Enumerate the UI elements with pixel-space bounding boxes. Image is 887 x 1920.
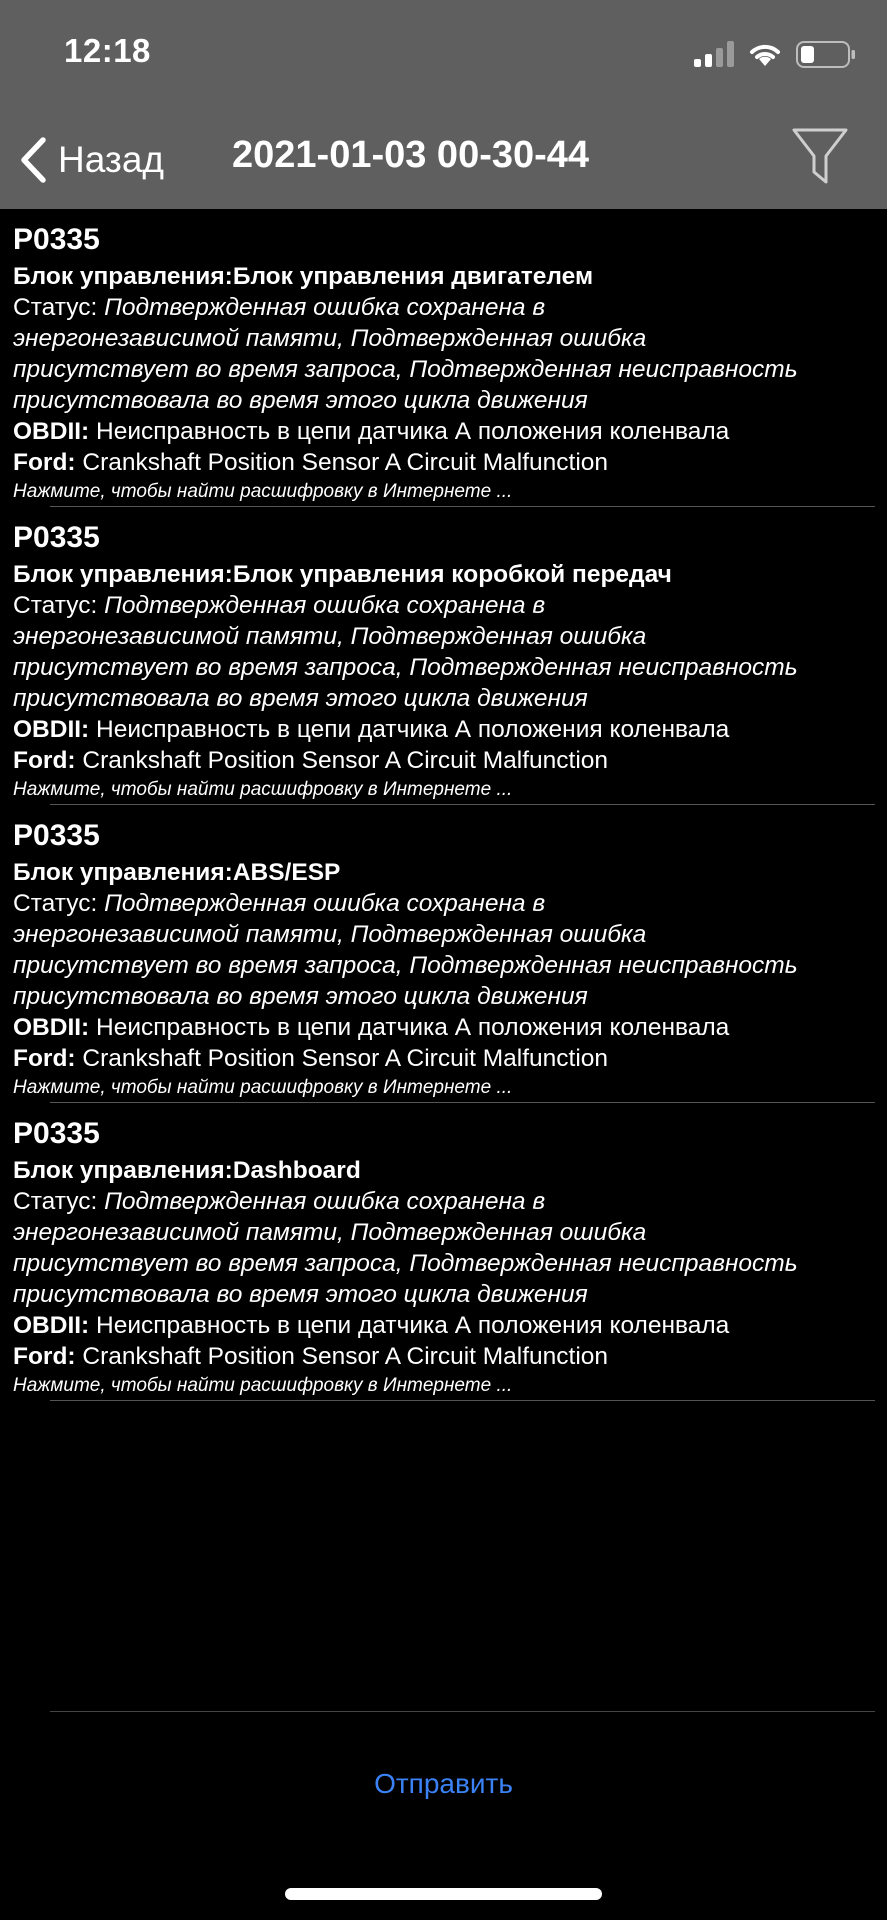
- module-line: Блок управления:Блок управления двигателем: [13, 263, 594, 290]
- back-label: Назад: [58, 139, 165, 180]
- obd-line: OBDII: Неисправность в цепи датчика А положения коленвала: [13, 1312, 730, 1339]
- back-chevron-icon: [18, 136, 48, 184]
- dtc-code: P0335: [13, 819, 100, 852]
- ford-line: Ford: Crankshaft Position Sensor A Circuit Malfunction: [13, 1045, 609, 1072]
- footer-divider: [50, 1711, 875, 1712]
- module-name: ABS/ESP: [232, 859, 341, 886]
- module-line: Блок управления:Dashboard: [13, 1157, 361, 1184]
- search-hint[interactable]: Нажмите, чтобы найти расшифровку в Интернете ...: [13, 481, 513, 502]
- status-line: Статус: Подтвержденная ошибка сохранена в: [13, 294, 546, 321]
- wifi-icon: [748, 38, 782, 68]
- module-name: Dashboard: [232, 1157, 361, 1184]
- battery-icon: [796, 41, 856, 68]
- ford-line: Ford: Crankshaft Position Sensor A Circuit Malfunction: [13, 747, 609, 774]
- list-item[interactable]: P0335 Блок управления:ABS/ESP Статус: Подтвержденная ошибка сохранена в энергонезависимой памяти, Подтвержденная ошибка присутствует во время запроса, Подтвержденная неисправность присутствовала во время этого цикла движения OBDII: Неисправность в цепи датчика А положения коленвала Ford: Crankshaft Position Sensor A Circuit Malfunction Нажмите, чтобы найти расшифровку в Интернете ...: [0, 805, 887, 1103]
- status-line: Статус: Подтвержденная ошибка сохранена в: [13, 592, 546, 619]
- search-hint[interactable]: Нажмите, чтобы найти расшифровку в Интернете ...: [13, 1077, 513, 1098]
- dtc-code: P0335: [13, 521, 100, 554]
- search-hint[interactable]: Нажмите, чтобы найти расшифровку в Интернете ...: [13, 1375, 513, 1396]
- obd-line: OBDII: Неисправность в цепи датчика А положения коленвала: [13, 1014, 730, 1041]
- status-line: Статус: Подтвержденная ошибка сохранена в: [13, 1188, 546, 1215]
- list-item[interactable]: P0335 Блок управления:Dashboard Статус: Подтвержденная ошибка сохранена в энергонезависимой памяти, Подтвержденная ошибка присутствует во время запроса, Подтвержденная неисправность присутствовала во время этого цикла движения OBDII: Неисправность в цепи датчика А положения коленвала Ford: Crankshaft Position Sensor A Circuit Malfunction Нажмите, чтобы найти расшифровку в Интернете ...: [0, 1103, 887, 1401]
- back-button[interactable]: [18, 132, 164, 188]
- filter-icon[interactable]: [790, 124, 850, 190]
- module-line: Блок управления:Блок управления коробкой передач: [13, 561, 672, 588]
- dtc-code: P0335: [13, 223, 100, 256]
- send-button[interactable]: Отправить: [374, 1768, 513, 1799]
- module-line: Блок управления:ABS/ESP: [13, 859, 341, 886]
- header: [0, 0, 887, 209]
- ford-line: Ford: Crankshaft Position Sensor A Circuit Malfunction: [13, 449, 609, 476]
- module-name: Блок управления коробкой передач: [232, 561, 672, 588]
- obd-line: OBDII: Неисправность в цепи датчика А положения коленвала: [13, 418, 730, 445]
- nav-bar: [0, 110, 887, 209]
- obd-line: OBDII: Неисправность в цепи датчика А положения коленвала: [13, 716, 730, 743]
- home-indicator[interactable]: [285, 1888, 602, 1900]
- page-title: 2021-01-03 00-30-44: [232, 134, 590, 176]
- signal-icon: [694, 41, 736, 67]
- status-bar: [0, 0, 887, 110]
- status-line: Статус: Подтвержденная ошибка сохранена в: [13, 890, 546, 917]
- search-hint[interactable]: Нажмите, чтобы найти расшифровку в Интернете ...: [13, 779, 513, 800]
- status-time: 12:18: [64, 32, 151, 69]
- trouble-code-list: [0, 209, 887, 1401]
- list-item[interactable]: P0335 Блок управления:Блок управления двигателем Статус: Подтвержденная ошибка сохранена в энергонезависимой памяти, Подтвержденная ошибка присутствует во время запроса, Подтвержденная неисправность присутствовала во время этого цикла движения OBDII: Неисправность в цепи датчика А положения коленвала Ford: Crankshaft Position Sensor A Circuit Malfunction Нажмите, чтобы найти расшифровку в Интернете ...: [0, 209, 887, 507]
- list-item[interactable]: P0335 Блок управления:Блок управления коробкой передач Статус: Подтвержденная ошибка сохранена в энергонезависимой памяти, Подтвержденная ошибка присутствует во время запроса, Подтвержденная неисправность присутствовала во время этого цикла движения OBDII: Неисправность в цепи датчика А положения коленвала Ford: Crankshaft Position Sensor A Circuit Malfunction Нажмите, чтобы найти расшифровку в Интернете ...: [0, 507, 887, 805]
- dtc-code: P0335: [13, 1117, 100, 1150]
- ford-line: Ford: Crankshaft Position Sensor A Circuit Malfunction: [13, 1343, 609, 1370]
- divider: [50, 1400, 875, 1401]
- module-name: Блок управления двигателем: [232, 263, 594, 290]
